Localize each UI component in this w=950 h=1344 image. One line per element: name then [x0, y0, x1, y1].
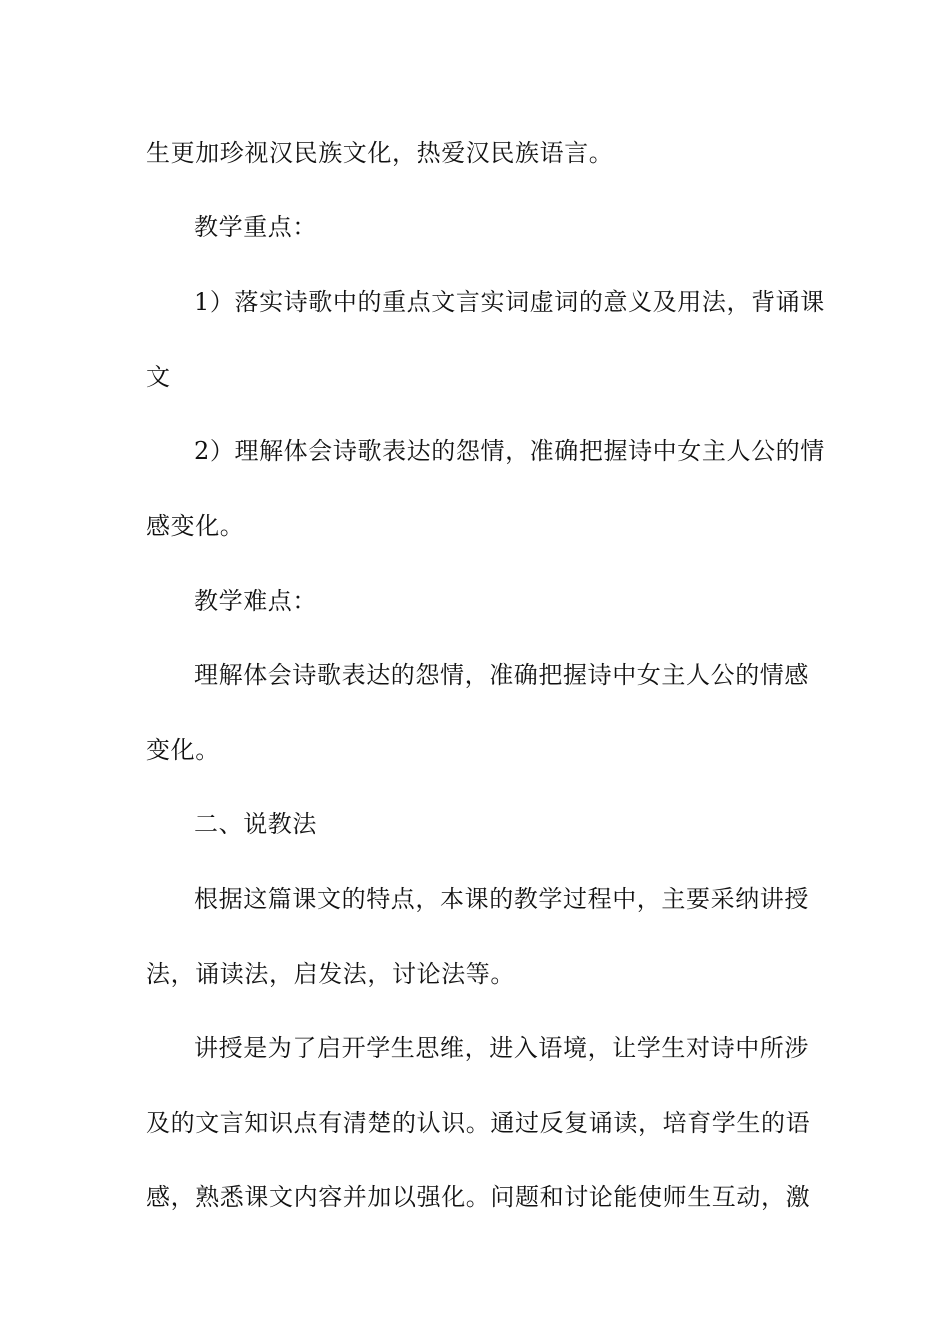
paragraph-line: 及的文言知识点有清楚的认识。通过反复诵读，培育学生的语 — [146, 1109, 811, 1137]
section-heading-key-points: 教学重点： — [194, 213, 317, 241]
section-heading-difficult-points: 教学难点： — [194, 587, 317, 615]
paragraph-line: 2）理解体会诗歌表达的怨情，准确把握诗中女主人公的情 — [194, 437, 825, 465]
paragraph-line: 文 — [146, 363, 171, 391]
paragraph-line: 生更加珍视汉民族文化，热爱汉民族语言。 — [146, 139, 614, 167]
section-heading-teaching-method: 二、说教法 — [194, 810, 317, 838]
paragraph-line: 理解体会诗歌表达的怨情，准确把握诗中女主人公的情感 — [194, 661, 809, 689]
paragraph-line: 变化。 — [146, 736, 220, 764]
paragraph-line: 讲授是为了启开学生思维，进入语境，让学生对诗中所涉 — [194, 1034, 809, 1062]
paragraph-line: 感变化。 — [146, 512, 245, 540]
paragraph-line: 法，诵读法，启发法，讨论法等。 — [146, 960, 515, 988]
paragraph-line: 1）落实诗歌中的重点文言实词虚词的意义及用法，背诵课 — [194, 288, 825, 316]
paragraph-line: 感，熟悉课文内容并加以强化。问题和讨论能使师生互动，激 — [146, 1183, 811, 1211]
paragraph-line: 根据这篇课文的特点，本课的教学过程中，主要采纳讲授 — [194, 885, 809, 913]
